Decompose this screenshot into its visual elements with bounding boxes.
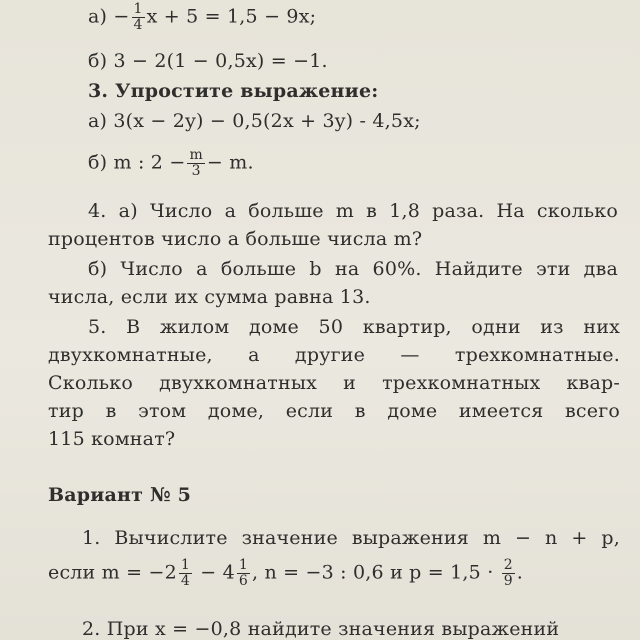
v5-exercise-1-line-1: 1. Вычислите значение выражения m − n + p, — [82, 527, 620, 549]
v5-ex1-part-b: − 4 — [200, 561, 235, 584]
v5-ex1-part-a: если m = −2 — [48, 561, 177, 584]
exercise-3-heading: 3. Упростите выражение: — [88, 80, 379, 102]
v5-exercise-1-line-2 — [48, 558, 523, 589]
exercise-3a-line: а) 3(x − 2y) − 0,5(2x + 3y) - 4,5x; — [88, 110, 421, 132]
exercise-4a-line-1: 4. а) Число a больше m в 1,8 раза. На сколько — [88, 200, 618, 222]
exercise-4a-line-2: процентов число a больше числа m? — [48, 228, 423, 250]
fraction-one-sixth-mixed: $\frac{1}{6}$ — [238, 557, 249, 589]
variant-heading: Вариант № 5 — [48, 484, 192, 506]
exercise-2a-suffix: x + 5 = 1,5 − 9x; — [146, 5, 317, 28]
exercise-5-line-1: 5. В жилом доме 50 квартир, одни из них — [88, 316, 620, 338]
exercise-5-line-4: тир в этом доме, если в доме имеется всего — [48, 400, 620, 422]
exercise-2a-line — [88, 2, 316, 33]
exercise-4b-line-1: б) Число a больше b на 60%. Найдите эти два — [88, 258, 618, 280]
v5-ex1-part-d: . — [516, 561, 524, 584]
fraction-two-ninths: $\frac{2}{9}$ — [503, 557, 513, 589]
fraction-one-quarter-mixed: $\frac{1}{4}$ — [180, 557, 190, 589]
fraction-one-quarter: $\frac{1}{4}$ — [133, 1, 143, 33]
v5-ex1-part-c: , n = −3 : 0,6 и p = 1,5 · — [252, 561, 494, 584]
exercise-3b-prefix: б) m : 2 − — [88, 151, 186, 174]
exercise-5-line-2: двухкомнатные, а другие — трехкомнатные. — [48, 344, 620, 366]
exercise-5-line-5: 115 комнат? — [48, 428, 176, 450]
fraction-m-over-3: $\frac{m}{3}$ — [189, 147, 203, 179]
exercise-5-line-3: Сколько двухкомнатных и трехкомнатных квар- — [48, 372, 620, 394]
exercise-3b-line — [88, 148, 254, 179]
exercise-3b-suffix: − m. — [206, 151, 254, 174]
exercise-4b-line-2: числа, если их сумма равна 13. — [48, 286, 371, 308]
exercise-2a-prefix: а) − — [88, 5, 130, 28]
v5-exercise-2-line: 2. При x = −0,8 найдите значения выражений — [82, 618, 560, 640]
exercise-2b-line: б) 3 − 2(1 − 0,5x) = −1. — [88, 50, 328, 72]
